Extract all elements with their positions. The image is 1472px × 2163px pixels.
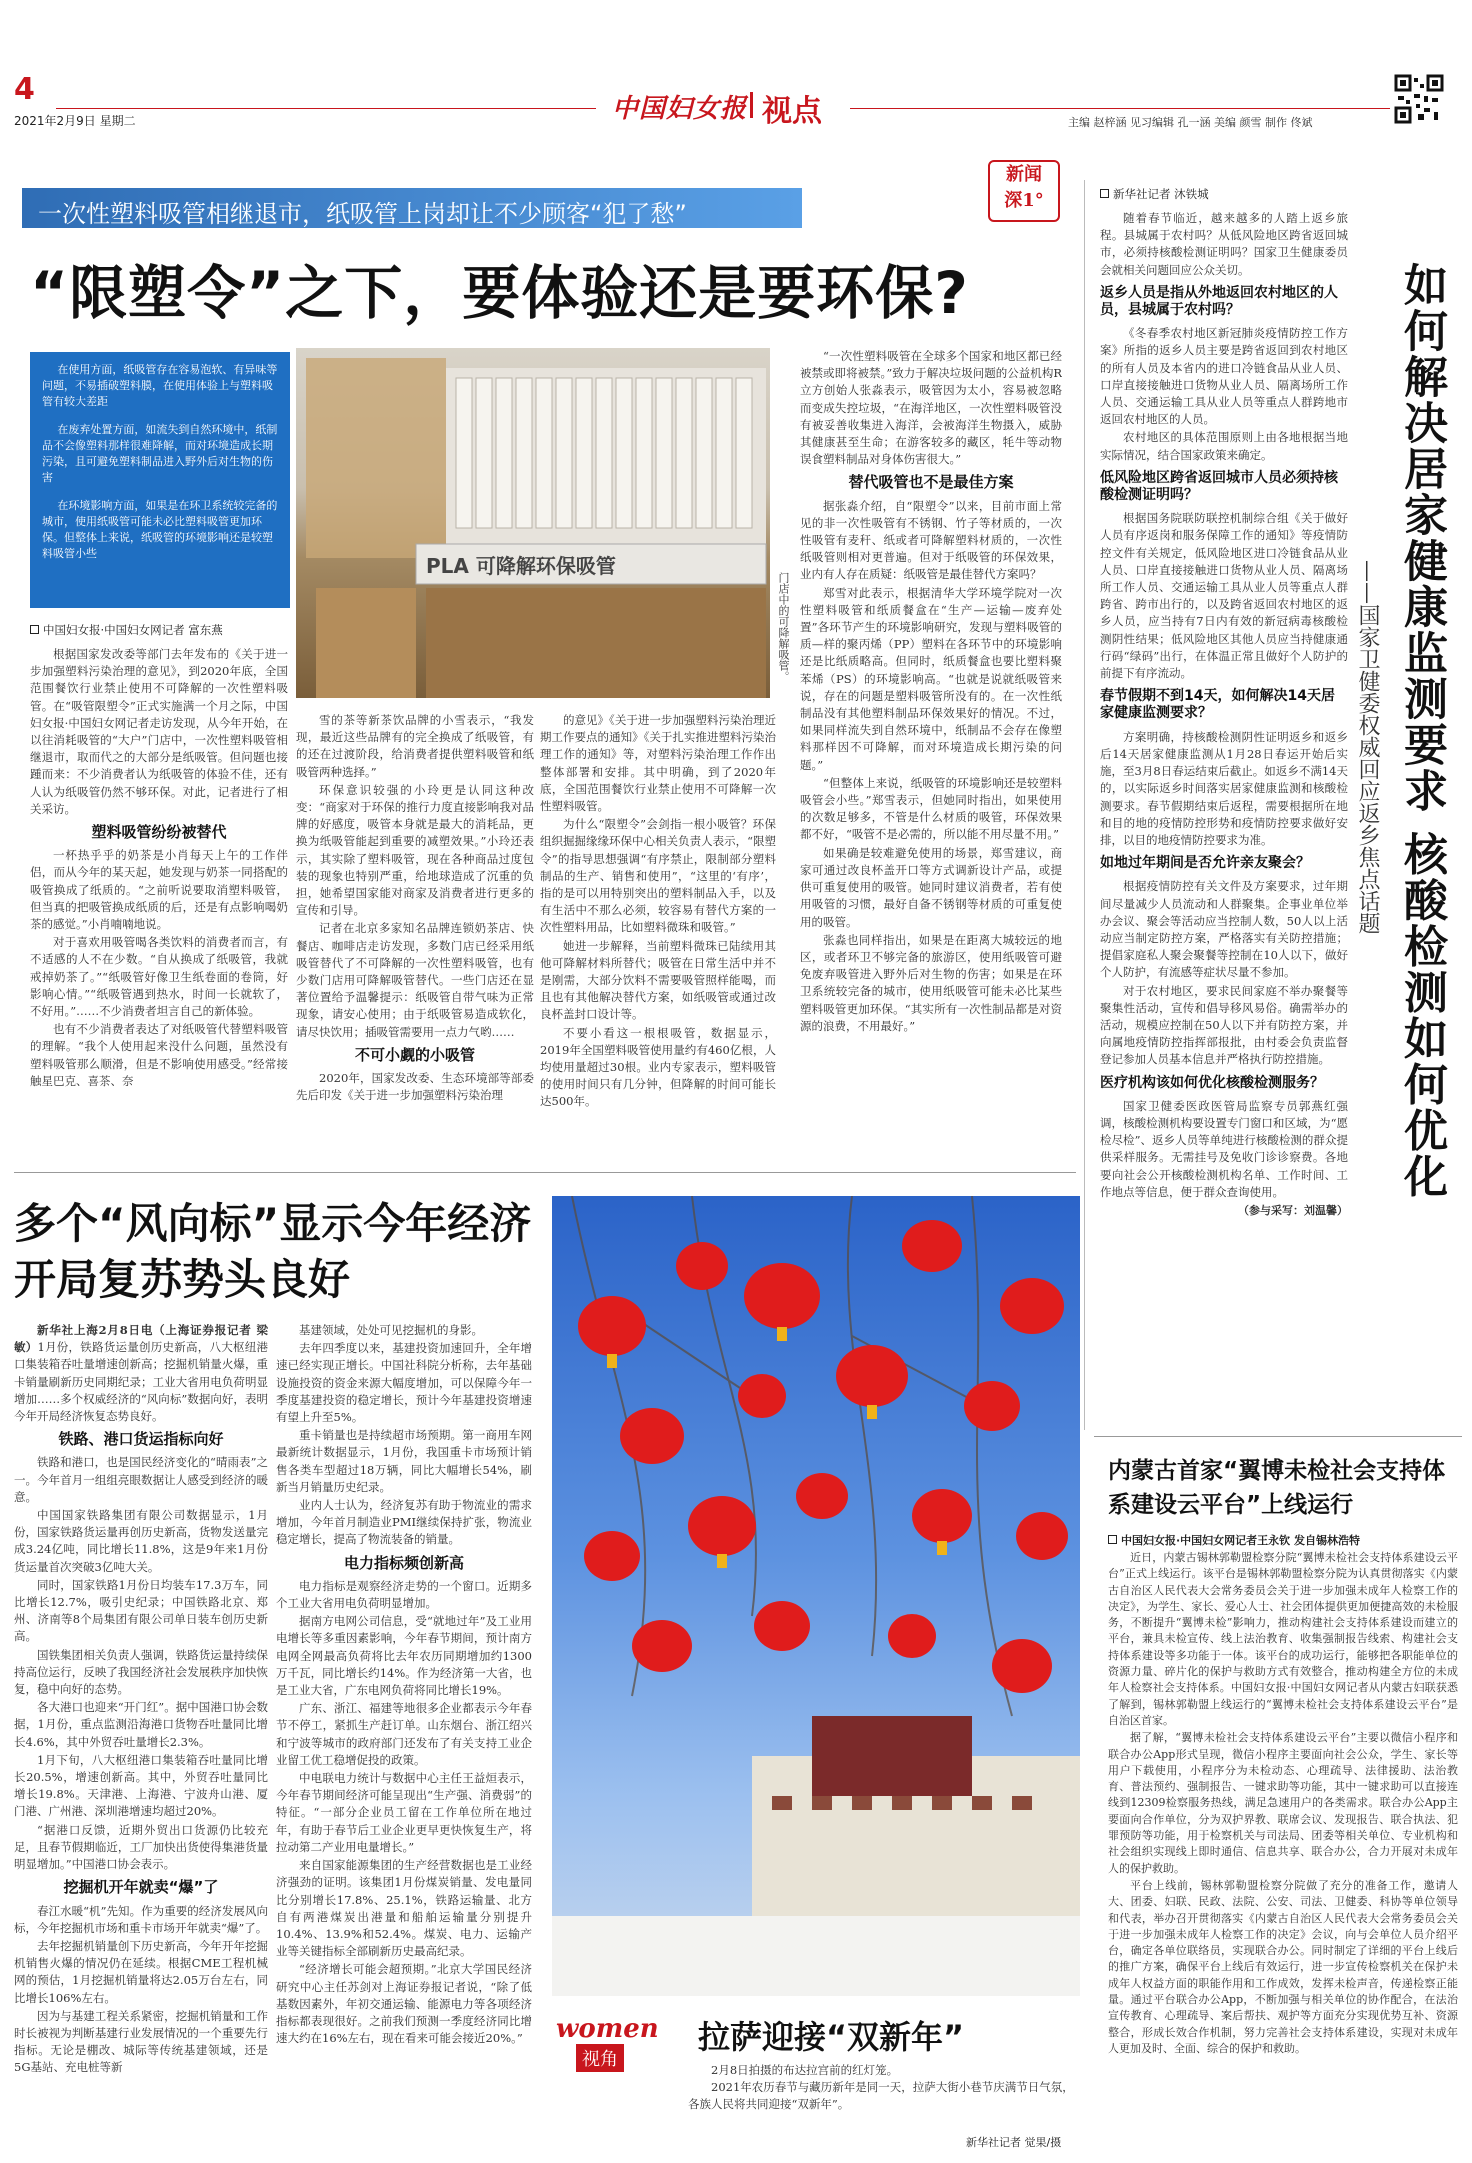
paragraph: 根据国务院联防联控机制综合组《关于做好人员有序返岗和服务保障工作的通知》等疫情防控文件有关规定，低风险地区进口冷链食品从业人员、口岸直接接触进口货物从业人员、隔离场所工作人员、交通运输工具从业人员等重点人群跨省、跨市出行的，以及跨省返回农村地区的返乡人员，应当持有7日内有效的新冠病毒核酸检测阴性结果；低风险地区其他人员应当持健康通行码“绿码”出行，在体温正常且做好个人防护的前提下有序流动。 [1100,511,1348,681]
paragraph: 对于农村地区，要求民间家庭不举办聚餐等聚集性活动，宣传和倡导移风易俗。确需举办的活动，规模应控制在50人以下并有防控方案，并向属地疫情防控指挥部报批，由村委会负责监督登记参加人员基本信息并严格执行防控措施。 [1100,983,1348,1067]
question: 春节假期不到14天，如何解决14天居家健康监测要求？ [1100,688,1335,722]
paragraph: 一杯热乎乎的奶茶是小肖每天上午的工作伴侣，而从今年的某天起，她发现与奶茶一同搭配的吸管换成了纸质的。“之前听说要取消塑料吸管，但当真的把吸管换成纸质的后，还是有点影响喝奶茶的感觉。”小肖喃喃地说。 [30,848,288,932]
story2-vertical-subtitle: ——国家卫健委权威回应返乡焦点话题 [1355,560,1380,934]
byline-text: 新华社记者 沐铁城 [1113,187,1209,201]
paragraph: 《冬春季农村地区新冠肺炎疫情防控工作方案》所指的返乡人员主要是跨省返回到农村地区的所有人员及本省内的进口冷链食品从业人员、口岸直接接触进口货物从业人员、隔离场所工作人员、交通运输工具从业人员等重点人群跨地市返回农村地区的人员。 [1100,326,1348,427]
paragraph: 郑雪对此表示，根据清华大学环境学院对一次性塑料吸管和纸质餐盒在“生产—运输—废弃处置”各环节产生的环境影响研究，发现与塑料吸管的质—样的聚丙烯（PP）塑料在各环节中的环境影响还是比纸质略高。但同时，纸质餐盒也要比塑料聚苯烯（PS）的环境影响高。“也就是说就纸吸管来说，存在的问题是塑料吸管所没有的。在一次性纸制品没有其他塑料制品环保效果好的情况。不过，如果同样流失到自然环境中，纸制品不会存在像塑料那样因不可降解，而对环境造成长期污染的问题。” [800,585,1062,772]
paragraph: 根据疫情防控有关文件及方案要求，过年期间尽量减少人员流动和人群聚集。企事业单位举办会议、聚会等活动应当控制人数，50人以上活动应当制定防控方案，严格落实有关防控措施；提倡家庭私人聚会聚餐等控制在10人以下，做好个人防护，有流感等症状尽量不参加。 [1100,879,1348,980]
paragraph: 广东、浙江、福建等地很多企业都表示今年春节不停工，紧抓生产赶订单。山东烟台、浙江绍兴和宁波等城市的政府部门还发布了有关支持工业企业留工优工稳增促投的政策。 [276,1701,532,1767]
paragraph: 记者在北京多家知名品牌连锁奶茶店、快餐店、咖啡店走访发现，多数门店已经采用纸吸管替代了不可降解的一次性塑料吸管，也有少数门店用可降解吸管替代。一些门店还在显著位置给予温馨提示：纸吸管自带气味为正常现象，请安心使用；由于纸吸管易造成软化，请尽快饮用；插吸管需要用一点力气哟…… [296,921,534,1039]
story3-col1 [14,1322,268,2152]
caption-line: 2月8日拍摄的布达拉宫前的红灯笼。 [711,2063,899,2077]
straw-photo-caption: 门店中的可降解吸管。 [777,572,790,682]
paragraph: 据了解，“翼博未检社会支持体系建设云平台”主要以微信小程序和联合办公App形式呈现，微信小程序主要面向社会公众，学生、家长等用户下载使用，小程序分为未检动态、心理疏导、法律援助、法治教育、普法预约、强制报告、一键求助等功能，其中一键求助可以直接连线到12309检察服务热线，满足急速用户的各类需求。联合办公App主要面向合作单位，分为双护界教、联席会议、发现报告、联合执法、犯罪预防等功能，用于检察机关与司法局、团委等相关单位、专业机构和社会组织实现线上即时通信、信息共享、联合办公，合力开展对未成年人的保护救助。 [1108,1731,1458,1875]
paragraph: 同时，国家铁路1月份日均装车17.3万车，同比增长12.7%，吸引史纪录；中国铁路北京、郑州、济南等8个局集团有限公司单日装车创历史新高。 [14,1577,268,1644]
lhasa-credit: 新华社记者 觉果/摄 [966,2136,1062,2149]
news-depth-tag-line1: 新闻 [1006,164,1042,185]
masthead [0,0,1472,130]
square-icon [30,625,39,634]
paragraph: 雪的茶等新茶饮品牌的小雪表示，“我发现，最近这些品牌有的完全换成了纸吸管，有的还在过渡阶段，给消费者提供塑料吸管和纸吸管两种选择。” [296,713,534,779]
date: 2021年2月9日 星期二 [14,114,136,128]
paragraph: 近日，内蒙古锡林郭勒盟检察分院“翼博未检社会支持体系建设云平台”正式上线运行。该平台是锡林郭勒盟检察分院为认真贯彻落实《内蒙古自治区人民代表大会常务委员会关于进一步加强未成年人检察工作的决定》，为学生、家长、爱心人士、社会团体提供更加便捷高效的未检服务，不断提升“翼博未检”影响力，推动构建社会支持体系建设而建立的平台，兼具未检宣传、线上法治教育、收集强制报告线索、构建社会支持体系建设等多功能于一体。该平台的成功运行，能够把各职能单位的资源力量、碎片化的保护与救助方式有效整合，推动构建全方位的未成年人检察社会支持体系。中国妇女报·中国妇女网记者从内蒙古妇联获悉了解到，锡林郭勒盟上线运行的“翼博未检社会支持体系建设云平台”是自治区首家。 [1108,1551,1458,1727]
paragraph: 如果确是较难避免使用的场景，郑雪建议，商家可通过改良杯盖开口等方式调新设计产品，或提供可重复使用的吸管。她同时建议消费者，若有使用吸管的习惯，最好自备不锈钢等材质的可重复使用的吸管。 [800,845,1062,929]
paragraph: “但整体上来说，纸吸管的环境影响还是较塑料吸管会小些。”郑雪表示，但她同时指出，如果使用的次数足够多，不管是什么材质的吸管，环保效果都不好，“吸管不是必需的，所以能不用尽量不用。” [800,775,1062,842]
story1-banner [22,188,802,228]
paragraph: 国家卫健委医政医管局监察专员郭燕红强调，核酸检测机构要设置专门窗口和区域，为“愿检尽检”、返乡人员等单纯进行核酸检测的群众提供采样服务。无需挂号及免收门诊诊察费。各地要向社会公开核酸检测机构名单、工作时间、工作地点等信息，便于群众查询使用。 [1100,1098,1348,1199]
paragraph: 据张淼介绍，自“限塑令”以来，目前市面上常见的非一次性吸管有不锈钢、竹子等材质的，一次性吸管有麦秆、纸或者可降解塑料材质的，一次性纸吸管则相对更普遍。但对于纸吸管的环保效果，业内有人存在质疑：纸吸管是最佳替代方案吗？ [800,498,1062,582]
key-point: 在环境影响方面，如果是在环卫系统较完备的城市，使用纸吸管可能未必比塑料吸管更加环保。但整体上来说，纸吸管的环境影响还是较塑料吸管小些 [42,499,278,560]
paragraph: 的意见》《关于进一步加强塑料污染治理近期工作要点的通知》《关于扎实推进塑料污染治理工作的通知》等，对塑料污染治理工作作出整体部署和安排。其中明确，到了2020年底，全国范围餐饮行业禁止使用不可降解一次性塑料吸管。 [540,713,776,814]
paragraph: 根据国家发改委等部门去年发布的《关于进一步加强塑料污染治理的意见》，到2020年底，全国范围餐饮行业禁止使用不可降解的一次性塑料吸管。在“吸管限塑令”正式实施满一个月之际，中国妇女报·中国妇女网记者走访发现，从今年开始，在以往消耗吸管的“大户”门店中，一次性塑料吸管相继退市，取而代之的大部分是纸吸管。但问题也接踵而来：不少消费者认为纸吸管的体验不佳，还有人认为纸吸管仍然不够环保。对此，记者进行了相关采访。 [30,647,288,816]
paragraph: “一次性塑料吸管在全球多个国家和地区都已经被禁或即将被禁。”致力于解决垃圾问题的公益机构R立方创始人张淼表示，吸管因为太小，容易被忽略而变成失控垃圾，“在海洋地区，一次性塑料吸管没有被妥善收集进入海洋，会被海洋生物摄入，威胁其健康甚至生命；在游客较多的藏区，牦牛等动物误食塑料制品对身体伤害很大。” [800,349,1062,467]
question: 低风险地区跨省返回城市人员必须持核酸检测证明吗？ [1100,469,1338,504]
question: 医疗机构该如何优化核酸检测服务？ [1100,1074,1324,1091]
lhasa-photo [552,1196,1080,1996]
paragraph: 环保意识较强的小玲更是认同这种改变：“商家对于环保的推行力度直接影响我对品牌的好感度，吸管本身就是最大的消耗品，更换为纸吸管能起到重要的减塑效果。”小玲还表示，其实除了塑料吸管，现在各种商品过度包装的现象也特别严重，给地球造成了沉重的负担，她希望国家能对商家及消费者进行更多的宣传和引导。 [296,782,534,918]
story4-byline [1108,1532,1360,1548]
divider [1094,1436,1462,1437]
paragraph: 1月下旬，八大枢纽港口集装箱吞吐量同比增长20.5%，增速创新高。其中，外贸吞吐量同比增长19.8%。天津港、上海港、宁波舟山港、厦门港、广州港、深圳港增速均超过20%。 [14,1752,268,1819]
story1-col2 [296,712,534,1166]
credits: 主编 赵梓涵 见习编辑 孔一涵 美编 颜雪 制作 佟斌 [1068,116,1313,129]
paragraph: 据南方电网公司信息，受“就地过年”及工业用电增长等多重因素影响，今年春节期间，预计南方电网全网最高负荷将比去年农历同期增加约1300万千瓦，同比增长约14%。作为经济第一大省，也是工业大省，广东电网负荷将同比增长19%。 [276,1614,532,1698]
story1-col4 [800,348,1062,1166]
paragraph: 中电联电力统计与数据中心主任王益烜表示，今年春节期间经济可能呈现出“生产强、消费弱”的特征。“一部分企业员工留在工作单位所在地过年，有助于春节后工业企业更早更快恢复生产，将拉动第二产业用电量增长。” [276,1771,532,1854]
paragraph: 平台上线前，锡林郭勒盟检察分院做了充分的准备工作，邀请人大、团委、妇联、民政、法院、公安、司法、卫健委、科协等单位领导和代表，举办召开贯彻落实《内蒙古自治区人民代表大会常务委员会关于进一步加强未成年人检察工作的决定》会议，向与会单位人员介绍平台，确定各单位联络员，实现联合办公。同时制定了详细的平台上线后的推广方案，确保平台上线后有效运行，进一步宣传检察机关在保护未成年人权益方面的职能作用和工作成效，发挥未检声音，传递检察正能量。通过平台联合办公App，不断加强与相关单位的协作配合，在法治宣传教育、心理疏导、案后帮扶、观护等方面充分实现优势互补、资源整合，形成长效合作机制，努力完善社会支持体系建设，实现对未成年人更加及时、全面、综合的保护和救助。 [1108,1878,1458,2055]
straw-photo [296,348,770,698]
byline-text: 中国妇女报·中国妇女网记者 富东燕 [43,623,223,637]
paragraph: 来自国家能源集团的生产经营数据也是工业经济强劲的证明。该集团1月份煤炭销量、发电量同比分别增长17.8%、25.1%，铁路运输量、北方自有两港煤炭出港量和船舶运输量分别提升10.4%、13.9%和52.4%。煤炭、电力、运输产业等关键指标全部刷新历史最高纪录。 [276,1858,532,1959]
story3-col2 [276,1322,532,2152]
women-view-logo [556,2014,660,2074]
square-icon [1108,1535,1117,1544]
paragraph: 重卡销量也是持续超市场预期。第一商用车网最新统计数据显示，1月份，我国重卡市场预计销售各类车型超过18万辆，同比大幅增长54%，刷新当月销量历史纪录。 [276,1428,532,1494]
story4-body [1108,1550,1458,2154]
subheading: 铁路、港口货运指标向好 [58,1430,224,1449]
lhasa-headline: 拉萨迎接“双新年” [698,2018,965,2056]
dateline: 新华社上海2月8日电（上海证券报记者 梁敏） [14,1323,268,1355]
key-points-box [30,352,290,608]
straw-photo-label: PLA 可降解环保吸管 [426,554,616,578]
paragraph: 中国国家铁路集团有限公司数据显示，1月份，国家铁路货运量再创历史新高，货物发送量完成3.24亿吨，同比增长11.8%，这是9年来1月份货运量首次突破3亿吨大关。 [14,1508,268,1574]
paragraph: 不要小看这一根根吸管，数据显示，2019年全国塑料吸管使用量约有460亿根，人均使用量超过30根。业内专家表示，塑料吸管的使用时间只有几分钟，但降解的时间可能长达500年。 [540,1025,776,1109]
paragraph: 去年挖掘机销量创下历史新高，今年开年挖掘机销售火爆的情况仍在延续。根据CME工程机械网的预估，1月挖掘机销量将达2.05万台左右，同比增长106%左右。 [14,1938,268,2005]
women-logo-cn: 视角 [576,2044,624,2072]
subheading: 电力指标频创新高 [343,1553,464,1572]
news-depth-tag-line2: 深1° [1004,190,1044,211]
paragraph: 方案明确，持核酸检测阴性证明返乡和返乡后14天居家健康监测从1月28日春运开始后实施，至3月8日春运结束后截止。如返乡不满14天的，以实际返乡时间落实居家健康监测和核酸检测要求。春节假期结束后返程，需要根据所在地和目的地的疫情防控形势和疫情防控要求做好安排，以目的地疫情防控要求为准。 [1100,729,1348,847]
lhasa-caption [688,2062,1080,2113]
paper-name: 中国妇女报 [612,94,748,124]
paragraph: 各大港口也迎来“开门红”。据中国港口协会数据，1月份，重点监测沿海港口货物吞吐量同比增长4.6%，其中外贸吞吐量增长2.3%。 [14,1700,268,1749]
qr-code [1394,74,1444,124]
story1-headline: “限塑令”之下，要体验还是要环保? [30,259,969,327]
paragraph: 1月份，铁路货运量创历史新高，八大枢纽港口集装箱吞吐量增速创新高；挖掘机销量火爆，重卡销量刷新历史同期纪录；工业大省用电负荷明显增加……多个权威经济的“风向标”数据向好，表明今年开局经济恢复态势良好。 [14,1340,268,1424]
caption-line: 2021年农历春节与藏历新年是同一天，拉萨大街小巷节庆满节日气氛，各族人民将共同迎接“双新年”。 [688,2080,1074,2111]
paragraph: 2020年，国家发改委、生态环境部等部委先后印发《关于进一步加强塑料污染治理 [296,1071,534,1103]
square-icon [1100,189,1109,198]
paragraph: “经济增长可能会超预期。”北京大学国民经济研究中心主任苏剑对上海证券报记者说，“除了低基数因素外，年初交通运输、能源电力等各项经济指标都表现很好。之前我们预测一季度经济同比增速大约在16%左右，现在看来可能会接近20%。” [276,1962,532,2046]
byline-text: 中国妇女报·中国妇女网记者王永钦 发自锡林浩特 [1121,1534,1361,1547]
paragraph: 为什么“限塑令”会剑指一根小吸管？环保组织掘掘缘缘环保中心相关负责人表示，“限塑令”的指导思想强调“有序禁止，限制部分塑料制品的生产、销售和使用”，“这里的‘有序’，指的是可以用特别突出的塑料制品入手，以及有生活中不那么必须，较容易有替代方案的一次性塑料用品，比如塑料微珠和吸管。” [540,817,776,935]
paragraph: 随着春节临近，越来越多的人踏上返乡旅程。县城属于农村吗？从低风险地区跨省返回城市，必须持核酸检测证明吗？国家卫生健康委员会就相关问题回应公众关切。 [1100,211,1348,277]
story2-body [1100,210,1348,1400]
sign-off: （参与采写：刘温馨） [1238,1203,1348,1217]
paragraph: 也有不少消费者表达了对纸吸管代替塑料吸管的理解。“我个人使用起来没什么问题，虽然没有塑料吸管那么顺滑，但是不影响使用感受。”经常接触星巴克、喜茶、奈 [30,1022,288,1088]
story1-byline [30,622,223,638]
story2-vertical-title: 如何解决居家健康监测要求 核酸检测如何优化 [1396,262,1447,1200]
paragraph: 去年四季度以来，基建投资加速回升，全年增速已经实现正增长。中国社科院分析称，去年基础设施投资的资金来源大幅度增加，可以保障今年一季度基建投资的稳定增长，预计今年基建投资增速有望上升至5%。 [276,1341,532,1425]
paragraph: 电力指标是观察经济走势的一个窗口。近期多个工业大省用电负荷明显增加。 [276,1578,532,1611]
paragraph: 铁路和港口，也是国民经济变化的“晴雨表”之一。今年首月一组组亮眼数据让人感受到经济的暖意。 [14,1455,268,1504]
divider [1084,180,1085,1430]
subheading: 替代吸管也不是最佳方案 [848,473,1014,492]
story1-col3 [540,712,776,1166]
question: 返乡人员是指从外地返回农村地区的人员，县城属于农村吗？ [1100,284,1338,319]
subheading: 挖掘机开年就卖“爆”了 [63,1878,219,1897]
news-depth-tag [988,160,1060,222]
story1-banner-text: 一次性塑料吸管相继退市，纸吸管上岗却让不少顾客“犯了愁” [38,200,687,228]
paragraph: “据港口反馈，近期外贸出口货源仍比较充足，且春节假期临近，工厂加快出货使得集港货量明显增加。”中国港口协会表示。 [14,1822,268,1872]
paragraph: 因为与基建工程关系紧密，挖掘机销量和工作时长被视为判断基建行业发展情况的一个重要先行指标。无论是棚改、城际等传统基建领域，还是5G基站、充电桩等新 [14,2008,268,2075]
paragraph: 对于喜欢用吸管喝各类饮料的消费者而言，有不适感的人不在少数。“自从换成了纸吸管，我就戒掉奶茶了。”“纸吸管好像卫生纸卷面的卷筒，好影响心情。”“纸吸管遇到热水，时间一长就软了，不好用。”……不少消费者坦言自己的新体验。 [30,935,288,1019]
question: 如地过年期间是否允许亲友聚会？ [1100,855,1310,872]
paragraph: 国铁集团相关负责人强调，铁路货运量持续保持高位运行，反映了我国经济社会发展秩序加快恢复，稳中向好的态势。 [14,1647,268,1697]
paragraph: 张淼也同样指出，如果是在距离大城较远的地区，或者环卫不够完备的旅游区，使用纸吸管可避免废弃吸管进入野外后对生物的伤害；如果是在环卫系统较完备的城市，使用纸吸管可能未必比某些塑料吸管更加环保。“其实所有一次性制品都是对资源的浪费，不用最好。” [800,932,1062,1033]
section-name: 视点 [762,94,822,129]
paragraph: 她进一步解释，当前塑料微珠已陆续用其他可降解材料所替代；吸管在日常生活中并不是刚需，大部分饮料不需要吸管照样能喝，而且也有其他解决替代方案，如纸吸管或通过改良杯盖封口设计等。 [540,938,776,1022]
divider [14,1172,1076,1173]
paragraph: 基建领域，处处可见挖掘机的身影。 [299,1323,483,1337]
women-logo-en: women [556,2014,659,2044]
paragraph: 春江水暖“机”先知。作为重要的经济发展风向标，今年挖掘机市场和重卡市场开年就卖“爆”了。 [14,1903,268,1935]
story3-headline: 多个“风向标”显示今年经济开局复苏势头良好 [14,1199,532,1304]
page-number: 4 [14,72,35,107]
story2-byline [1100,186,1209,202]
paragraph: 农村地区的具体范围原则上由各地根据当地实际情况，结合国家政策来确定。 [1100,430,1348,462]
subheading: 不可小觑的小吸管 [354,1045,475,1064]
key-point: 在废弃处置方面，如流失到自然环境中，纸制品不会像塑料那样很难降解，而对环境造成长期污染，且可避免塑料制品进入野外后对生物的伤害 [42,423,278,484]
key-point: 在使用方面，纸吸管存在容易泡软、有异味等问题，不易插破塑料膜，在使用体验上与塑料吸管有较大差距 [42,363,278,408]
story1-col1 [30,646,288,1166]
story4-headline: 内蒙古首家“翼博未检社会支持体系建设云平台”上线运行 [1108,1458,1446,1518]
paragraph: 业内人士认为，经济复苏有助于物流业的需求增加，今年首月制造业PMI继续保持扩张，物流业稳定增长，提高了物流装备的销量。 [276,1498,532,1547]
subheading: 塑料吸管纷纷被替代 [91,823,227,842]
